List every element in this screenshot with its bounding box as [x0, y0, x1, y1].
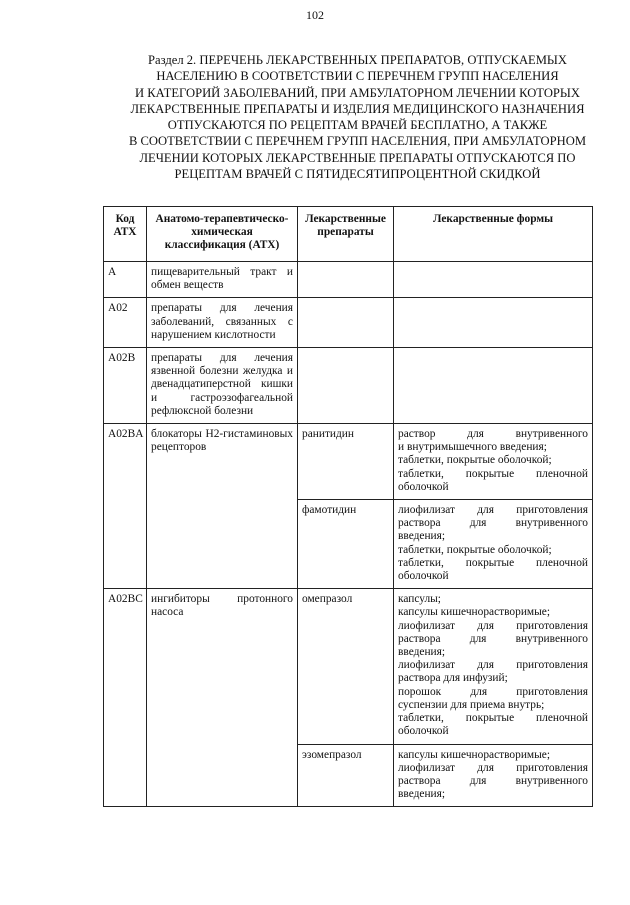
- forms-cell: [394, 589, 593, 744]
- header-drugs: Лекарственные препараты: [298, 207, 394, 262]
- form-line: капсулы кишечнорастворимые;: [398, 748, 550, 761]
- drug-cell: [298, 262, 394, 298]
- classification-cell: ингибиторы протонного насоса: [147, 589, 298, 807]
- form-line: лиофилизат для приготовления: [398, 504, 588, 517]
- form-line: введения;: [398, 788, 446, 801]
- forms-cell: [394, 298, 593, 348]
- header-forms: Лекарственные формы: [394, 207, 593, 262]
- header-classification: Анатомо-терапевтическо-химическая классификация (АТХ): [147, 207, 298, 262]
- form-line: раствора для внутривенного: [398, 517, 588, 530]
- forms-cell: [394, 348, 593, 424]
- form-line: введения;: [398, 530, 446, 543]
- section-title-line: РЕЦЕПТАМ ВРАЧЕЙ С ПЯТИДЕСЯТИПРОЦЕНТНОЙ СКИДКОЙ: [174, 167, 541, 182]
- drug-list-table: [103, 206, 593, 807]
- atc-code-cell: A02B: [104, 348, 147, 424]
- form-line: раствора для внутривенного: [398, 632, 588, 645]
- section-title-line: ЛЕКАРСТВЕННЫЕ ПРЕПАРАТЫ И ИЗДЕЛИЯ МЕДИЦИНСКОГО НАЗНАЧЕНИЯ: [130, 101, 585, 116]
- form-line: суспензии для приема внутрь;: [398, 698, 545, 711]
- form-line: капсулы;: [398, 593, 441, 606]
- table-row: [104, 424, 593, 500]
- form-line: капсулы кишечнорастворимые;: [398, 606, 550, 619]
- form-line: таблетки, покрытые оболочкой;: [398, 454, 552, 467]
- forms-cell: [394, 500, 593, 589]
- form-line: таблетки, покрытые пленочной: [398, 467, 588, 480]
- drug-cell: эзомепразол: [298, 744, 394, 807]
- section-title-line: ОТПУСКАЮТСЯ ПО РЕЦЕПТАМ ВРАЧЕЙ БЕСПЛАТНО, А ТАКЖЕ: [167, 118, 548, 133]
- section-title: [100, 52, 615, 182]
- classification-cell: пищеварительный тракт и обмен веществ: [147, 262, 298, 298]
- table-row: [104, 298, 593, 348]
- form-line: раствора для внутривенного: [398, 774, 588, 787]
- form-line: лиофилизат для приготовления: [398, 761, 588, 774]
- form-line: таблетки, покрытые пленочной: [398, 712, 588, 725]
- form-line: порошок для приготовления: [398, 685, 588, 698]
- form-line: таблетки, покрытые оболочкой;: [398, 543, 552, 556]
- form-line: введения;: [398, 646, 446, 659]
- table-row: [104, 262, 593, 298]
- form-line: лиофилизат для приготовления: [398, 619, 588, 632]
- table-header-row: [104, 207, 593, 262]
- classification-cell: препараты для лечения заболеваний, связанных с нарушением кислотности: [147, 298, 298, 348]
- atc-code-cell: A02BC: [104, 589, 147, 807]
- section-title-line: И КАТЕГОРИЙ ЗАБОЛЕВАНИЙ, ПРИ АМБУЛАТОРНОМ ЛЕЧЕНИИ КОТОРЫХ: [135, 85, 580, 100]
- section-title-line: В СООТВЕТСТВИИ С ПЕРЕЧНЕМ ГРУПП НАСЕЛЕНИЯ, ПРИ АМБУЛАТОРНОМ: [128, 134, 587, 149]
- form-line: оболочкой: [398, 480, 449, 493]
- atc-code-cell: A02: [104, 298, 147, 348]
- drug-cell: [298, 348, 394, 424]
- form-line: оболочкой: [398, 570, 449, 583]
- form-line: раствор для внутривенного: [398, 428, 588, 441]
- section-title-line: НАСЕЛЕНИЮ В СООТВЕТСТВИИ С ПЕРЕЧНЕМ ГРУПП НАСЕЛЕНИЯ: [156, 69, 559, 84]
- form-line: оболочкой: [398, 725, 449, 738]
- atc-code-cell: A02BA: [104, 424, 147, 589]
- section-title-line: Раздел 2. ПЕРЕЧЕНЬ ЛЕКАРСТВЕННЫХ ПРЕПАРАТОВ, ОТПУСКАЕМЫХ: [147, 53, 568, 67]
- drug-cell: ранитидин: [298, 424, 394, 500]
- page-number: 102: [306, 8, 324, 22]
- drug-cell: омепразол: [298, 589, 394, 744]
- classification-cell: препараты для лечения язвенной болезни желудка и двенадцатиперстной кишки и гастроэзофагеальной рефлюксной болезни: [147, 348, 298, 424]
- form-line: и внутримышечного введения;: [398, 441, 547, 454]
- atc-code-cell: A: [104, 262, 147, 298]
- table-row: [104, 589, 593, 744]
- header-code: Код АТХ: [104, 207, 147, 262]
- forms-cell: [394, 744, 593, 807]
- forms-cell: [394, 262, 593, 298]
- form-line: лиофилизат для приготовления: [398, 659, 588, 672]
- classification-cell: блокаторы H2-гистаминовых рецепторов: [147, 424, 298, 589]
- form-line: раствора для инфузий;: [398, 672, 508, 685]
- table-row: [104, 348, 593, 424]
- section-title-line: ЛЕЧЕНИИ КОТОРЫХ ЛЕКАРСТВЕННЫЕ ПРЕПАРАТЫ ОТПУСКАЮТСЯ ПО: [139, 150, 576, 165]
- drug-cell: [298, 298, 394, 348]
- form-line: таблетки, покрытые пленочной: [398, 556, 588, 569]
- drug-cell: фамотидин: [298, 500, 394, 589]
- forms-cell: [394, 424, 593, 500]
